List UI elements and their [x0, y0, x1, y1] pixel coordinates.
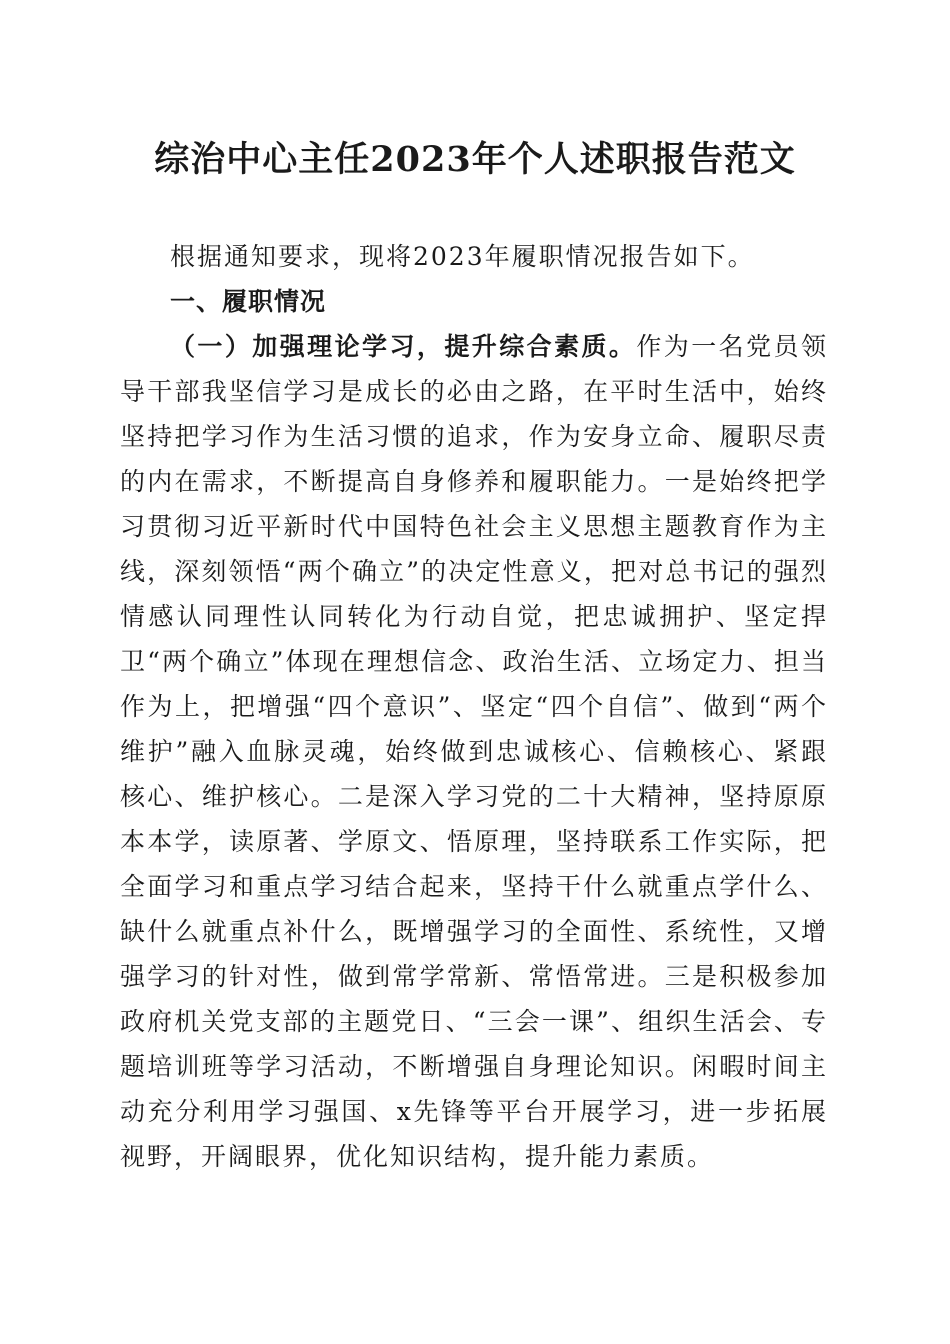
intro-paragraph: 根据通知要求，现将2023年履职情况报告如下。: [170, 242, 755, 271]
document-body: [120, 234, 828, 1179]
subsection-lead: （一）加强理论学习，提升综合素质。: [170, 332, 637, 361]
document-title: 综治中心主任2023年个人述职报告范文: [154, 139, 796, 180]
subsection-paragraph: [120, 324, 828, 1179]
section-heading: 一、履职情况: [170, 287, 327, 316]
subsection-body: 作为一名党员领导干部我坚信学习是成长的必由之路，在平时生活中，始终坚持把学习作为生活习惯的追求，作为安身立命、履职尽责的内在需求，不断提高自身修养和履职能力。一是始终把学习贯彻习近平新时代中国特色社会主义思想主题教育作为主线，深刻领悟“两个确立”的决定性意义，把对总书记的强烈情感认同理性认同转化为行动自觉，把忠诚拥护、坚定捍卫“两个确立”体现在理想信念、政治生活、立场定力、担当作为上，把增强“四个意识”、坚定“四个自信”、做到“两个维护”融入血脉灵魂，始终做到忠诚核心、信赖核心、紧跟核心、维护核心。二是深入学习党的二十大精神，坚持原原本本学，读原著、学原文、悟原理，坚持联系工作实际，把全面学习和重点学习结合起来，坚持干什么就重点学什么、缺什么就重点补什么，既增强学习的全面性、系统性，又增强学习的针对性，做到常学常新、常悟常进。三是积极参加政府机关党支部的主题党日、“三会一课”、组织生活会、专题培训班等学习活动，不断增强自身理论知识。闲暇时间主动充分利用学习强国、x先锋等平台开展学习，进一步拓展视野，开阔眼界，优化知识结构，提升能力素质。: [120, 332, 828, 1171]
